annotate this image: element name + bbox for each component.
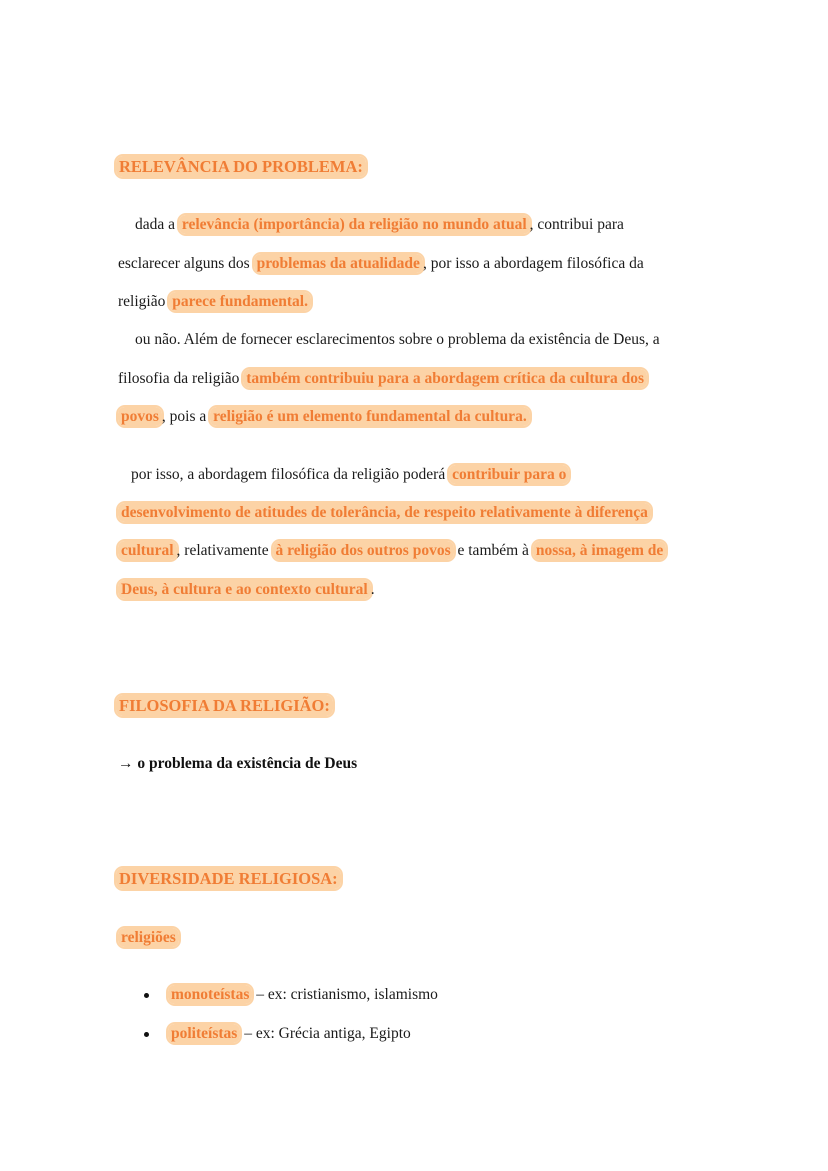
paragraph-line [118,541,666,561]
section-heading-diversity [116,869,341,889]
text: , por isso a abordagem filosófica da [422,255,644,272]
bullet-icon [144,993,149,998]
paragraph-line [118,292,311,312]
text: – ex: cristianismo, islamismo [252,986,438,1003]
text: por isso, a abordagem filosófica da religião poderá [131,466,450,483]
highlight: DIVERSIDADE RELIGIOSA: [116,868,341,889]
philosophy-line: → o problema da existência de Deus [118,755,358,772]
text: filosofia da religião [118,370,244,387]
highlight: contribuir para o [449,465,569,484]
text: esclarecer alguns dos [118,255,254,272]
text: ou não. Além de fornecer esclarecimentos sobre o problema da existência de Deus, a [135,331,660,348]
paragraph-line [135,215,624,235]
section-heading-relevance [116,157,366,177]
highlight: problemas da atualidade [254,254,423,273]
text: e também à [453,542,533,559]
text: religião [118,293,170,310]
highlight: também contribuiu para a abordagem crítica da cultura dos [243,369,647,388]
highlight: religiões [118,928,179,947]
highlight: RELEVÂNCIA DO PROBLEMA: [116,156,366,177]
diversity-subheading [118,928,179,948]
highlight: politeístas [168,1024,240,1043]
paragraph-line [118,254,644,274]
highlight: nossa, à imagem de [533,541,666,560]
paragraph-line [118,369,647,389]
highlight: monoteístas [168,985,252,1004]
highlight: FILOSOFIA DA RELIGIÃO: [116,695,333,716]
section-heading-philosophy [116,696,333,716]
text: , relativamente [176,542,273,559]
highlight: cultural [118,541,177,560]
highlight: à religião dos outros povos [273,541,454,560]
highlight: desenvolvimento de atitudes de tolerância, de respeito relativamente à diferença [118,503,651,522]
paragraph-line [135,330,660,350]
list-item [168,985,438,1005]
highlight: povos [118,407,162,426]
highlight: Deus, à cultura e ao contexto cultural [118,580,371,599]
highlight: religião é um elemento fundamental da cultura. [210,407,530,426]
highlight: parece fundamental. [169,292,311,311]
paragraph-line [118,407,530,427]
text: , pois a [161,408,211,425]
paragraph-line [118,503,651,523]
paragraph-line [118,580,375,600]
highlight: relevância (importância) da religião no mundo atual [179,215,530,234]
text: dada a [135,216,179,233]
text: – ex: Grécia antiga, Egipto [240,1025,411,1042]
text: , contribui para [529,216,624,233]
paragraph-line [131,465,569,485]
list-item [168,1024,411,1044]
text: . [370,581,375,598]
bullet-icon [144,1032,149,1037]
